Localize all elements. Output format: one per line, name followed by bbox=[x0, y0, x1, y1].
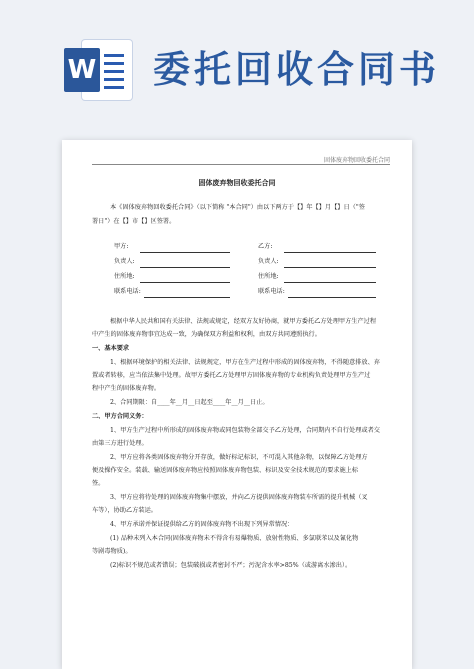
party-a-address-label: 住所地: bbox=[114, 273, 135, 280]
section-2-line-8: 4、甲方承诺并保证提供给乙方的固体废弃物不出现下列异常情况： bbox=[110, 521, 294, 528]
party-a-leader-label: 负责人: bbox=[114, 258, 135, 265]
intro-line-2: 署日"）在【】市【】区签署。 bbox=[92, 218, 176, 225]
section-2-heading: 二、甲方合同义务： bbox=[92, 413, 148, 420]
preamble-line-1: 根据中华人民共和国有关法律、法规或规定，经双方友好协商，就甲方委托乙方处理甲方生产过程 bbox=[110, 318, 377, 325]
party-b-address-label: 住所地: bbox=[258, 273, 279, 280]
section-2-line-5: 签。 bbox=[92, 480, 105, 487]
party-b-field bbox=[284, 252, 376, 253]
section-1-line-1: 1、根据环境保护的相关法律、法规规定，甲方在生产过程中形成的固体废弃物，不得随意排放、弃 bbox=[110, 359, 380, 366]
party-b-label: 乙方: bbox=[258, 243, 273, 250]
section-2-line-6: 3、甲方应将待处理的固体废弃物集中摆放，并向乙方提供固体废弃物装车所需的提升机械（叉 bbox=[110, 494, 368, 501]
section-1-line-4: 2、合同期限：自____年__月__日起至____年__月__日止。 bbox=[110, 399, 269, 406]
section-2-line-2: 由第三方进行处理。 bbox=[92, 440, 148, 447]
header-rule bbox=[92, 164, 390, 165]
party-b-phone-label: 联系电话: bbox=[258, 288, 285, 295]
party-a-phone-field bbox=[144, 297, 230, 298]
party-a-address-field bbox=[140, 282, 230, 283]
party-a-phone-label: 联系电话: bbox=[114, 288, 141, 295]
word-icon bbox=[64, 40, 134, 100]
preamble-line-2: 中产生的固体废弃物事宜达成一致，为确保双方利益和权利，由双方共同遵照执行。 bbox=[92, 331, 321, 338]
intro-line-1: 本《固体废弃物回收委托合同》（以下简称 "本合同"）由以下两方于【】年【】月【】日（"签 bbox=[110, 204, 365, 211]
party-b-phone-field bbox=[288, 297, 376, 298]
section-2-line-4: 便及操作安全。装载、输送固体废弃物应按照固体废弃物包装、标识及安全技术规范的要求施上标 bbox=[92, 467, 359, 474]
section-1-line-2: 置或者转移，应当依法集中处理。故甲方委托乙方处理甲方固体废弃物的专业机构负责处理甲方生产过 bbox=[92, 372, 371, 379]
banner-title: 委托回收合同书 bbox=[153, 47, 440, 91]
document-title: 固体废弃物回收委托合同 bbox=[198, 178, 276, 187]
party-b-address-field bbox=[284, 282, 376, 283]
section-1-line-3: 程中产生的固体废弃物。 bbox=[92, 385, 161, 392]
running-header: 固体废弃物回收委托合同 bbox=[323, 157, 390, 164]
section-2-line-10: 等剧毒物质)。 bbox=[92, 548, 132, 555]
party-a-leader-field bbox=[140, 267, 230, 268]
section-2-line-7: 车等），协助乙方装运。 bbox=[92, 507, 157, 514]
section-2-line-1: 1、甲方生产过程中所形成的固体废弃物或同包装物全部交予乙方处理，合同期内不自行处理或者交 bbox=[110, 427, 380, 434]
party-b-leader-label: 负责人: bbox=[258, 258, 279, 265]
party-b-leader-field bbox=[284, 267, 376, 268]
section-2-line-3: 2、甲方应将各类固体废弃物分开存放，做好标记标识，不可混入其他杂物，以保障乙方处理方 bbox=[110, 454, 368, 461]
word-badge: W bbox=[64, 48, 100, 92]
banner bbox=[0, 0, 474, 118]
party-a-field bbox=[140, 252, 230, 253]
section-1-heading: 一、基本要求 bbox=[92, 345, 130, 352]
section-2-line-11: (2)标识不规范或者错误；包装破损或者密封不严；污泥含水率>85%（或游离水渗出）。 bbox=[110, 562, 352, 569]
party-a-label: 甲方: bbox=[114, 243, 129, 250]
document-page bbox=[62, 140, 412, 669]
section-2-line-9: (1) 品种未列入本合同(固体废弃物未不得含有易爆物质、放射性物质、多氯联苯以及氰化物 bbox=[110, 535, 359, 542]
